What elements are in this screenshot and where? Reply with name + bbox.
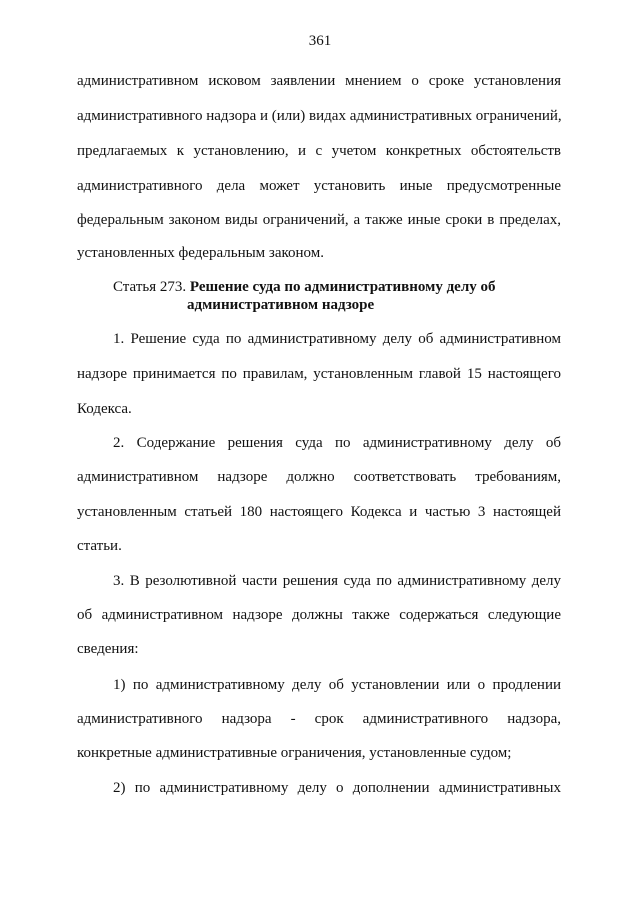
text-line: административном надзоре должно соответствовать требованиям, <box>77 469 561 485</box>
text-line: 2) по административному делу о дополнении административных <box>113 780 561 796</box>
text-line: сведения: <box>77 641 139 657</box>
text-line: административного надзора и (или) видах административных ограничений, <box>77 108 562 124</box>
text-line: административного надзора - срок административного надзора, <box>77 711 561 727</box>
text-line: 1) по административному делу об установлении или о продлении <box>113 677 561 693</box>
article-title-line1: Решение суда по административному делу об <box>189 279 496 295</box>
text-line: конкретные административные ограничения, установленные судом; <box>77 745 512 761</box>
text-line: об административном надзоре должны также содержаться следующие <box>77 607 561 623</box>
article-heading <box>113 278 583 314</box>
text-line: надзоре принимается по правилам, установленным главой 15 настоящего <box>77 366 561 382</box>
text-line: предлагаемых к установлению, и с учетом конкретных обстоятельств <box>77 143 561 159</box>
text-line: 3. В резолютивной части решения суда по административному делу <box>113 573 561 589</box>
page-number: 361 <box>308 33 332 49</box>
text-line: Кодекса. <box>77 401 132 417</box>
text-line: установленных федеральным законом. <box>77 245 325 261</box>
text-line: федеральным законом виды ограничений, а также иные сроки в пределах, <box>77 212 561 228</box>
text-line: 1. Решение суда по административному делу об административном <box>113 331 561 347</box>
article-title-line2: административном надзоре <box>187 297 375 313</box>
text-line: 2. Содержание решения суда по административному делу об <box>113 435 561 451</box>
text-line: статьи. <box>77 538 122 554</box>
article-label: Статья 273. <box>113 279 187 295</box>
text-line: административного дела может установить иные предусмотренные <box>77 178 561 194</box>
text-line: административном исковом заявлении мнением о сроке установления <box>77 73 561 89</box>
text-line: установленным статьей 180 настоящего Кодекса и частью 3 настоящей <box>77 504 561 520</box>
